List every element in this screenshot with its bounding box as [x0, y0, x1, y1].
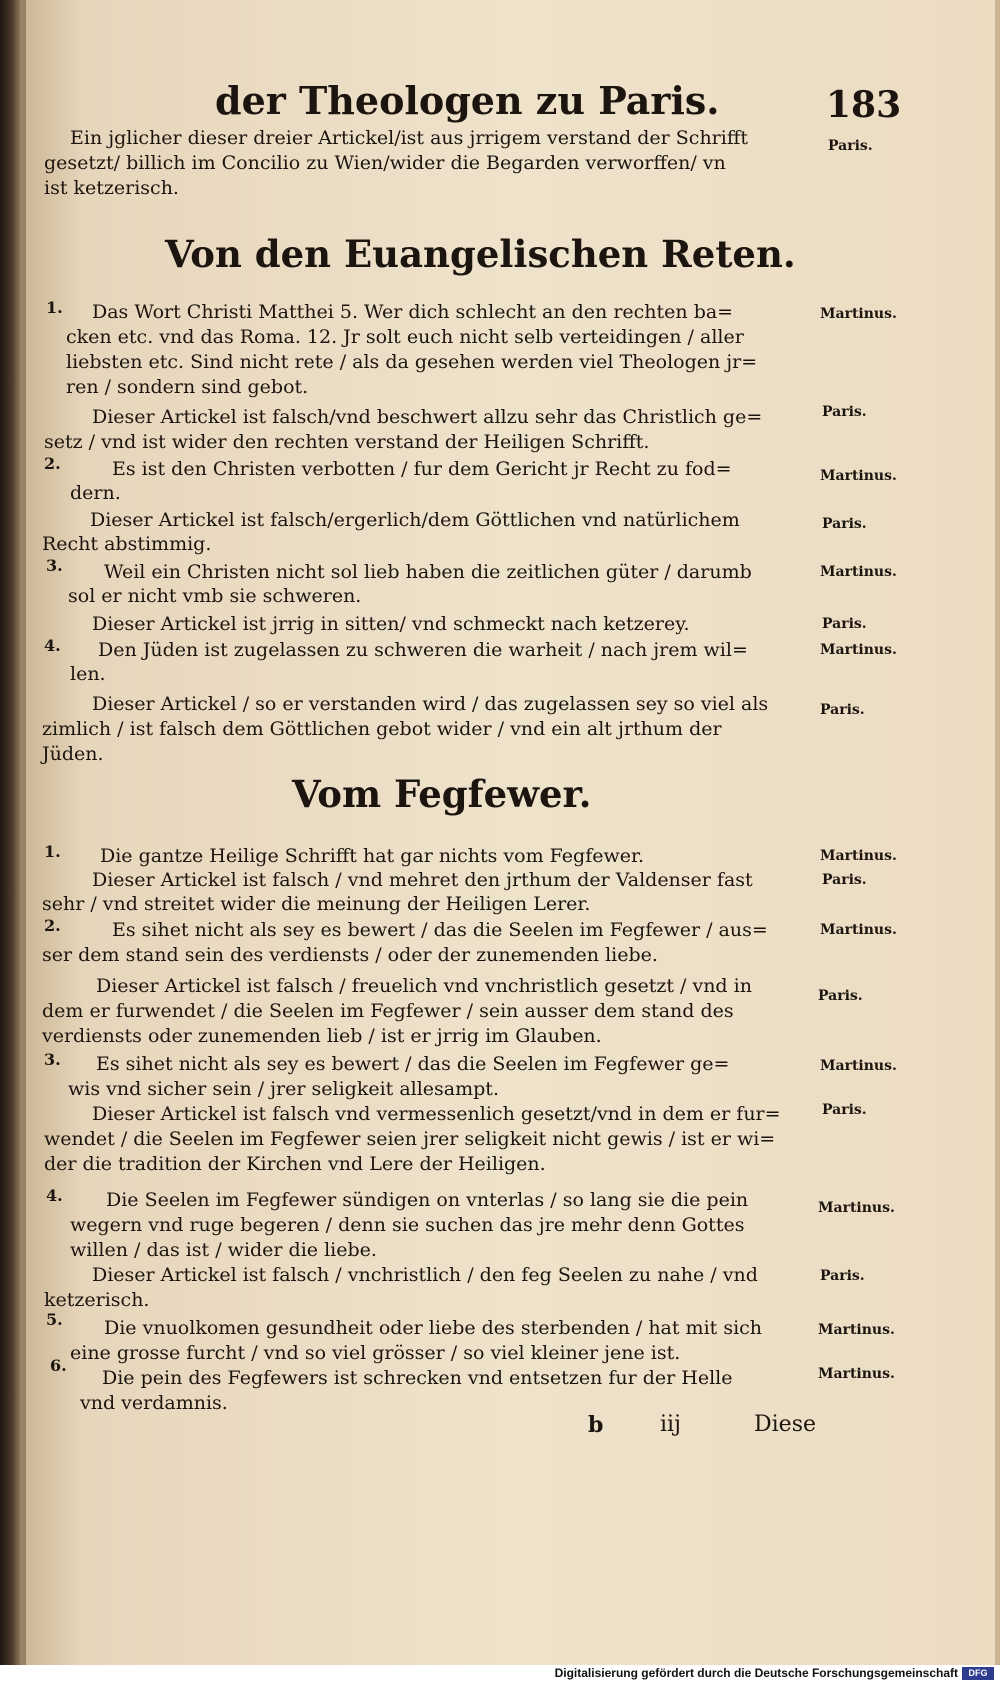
article-number: 4.	[44, 636, 61, 655]
response-line: Recht abstimmig.	[42, 533, 212, 555]
article-line: eine grosse furcht / vnd so viel grösser / so viel kleiner jene ist.	[70, 1342, 681, 1364]
article-line: liebsten etc. Sind nicht rete / als da gesehen werden viel Theologen jr=	[66, 351, 758, 373]
response-line: Dieser Artickel ist falsch vnd vermessenlich gesetzt/vnd in dem er fur=	[92, 1103, 781, 1125]
article-line: Das Wort Christi Mattheі 5. Wer dich schlecht an den rechten ba=	[92, 301, 734, 323]
margin-note-paris: Paris.	[820, 1268, 865, 1284]
intro-line: gesetzt/ billich im Concilio zu Wien/wider die Begarden verworffen/ vn	[44, 152, 726, 174]
article-line: Es sihet nicht als sey es bewert / das die Seelen im Fegfewer / aus=	[112, 919, 768, 941]
article-line: Es sihet nicht als sey es bewert / das die Seelen im Fegfewer ge=	[96, 1053, 730, 1075]
response-line: Dieser Artickel ist falsch/ergerlich/dem Göttlichen vnd natürlichem	[90, 509, 740, 531]
margin-note-martinus: Martinus.	[818, 1322, 895, 1338]
response-line: sehr / vnd streitet wider die meinung der Heiligen Lerer.	[42, 893, 591, 915]
article-line: wis vnd sicher sein / jrer seligkeit allesampt.	[68, 1078, 499, 1100]
margin-note-paris: Paris.	[820, 702, 865, 718]
article-line: Die gantze Heilige Schrifft hat gar nichts vom Fegfewer.	[100, 845, 645, 867]
dfg-logo: DFG	[962, 1667, 994, 1680]
article-line: Weil ein Christen nicht sol lieb haben die zeitlichen güter / darumb	[104, 561, 752, 583]
article-line: Es ist den Christen verbotten / fur dem Gericht jr Recht zu fod=	[112, 458, 732, 480]
article-number: 2.	[44, 454, 61, 473]
margin-note-martinus: Martinus.	[820, 848, 897, 864]
margin-note-paris: Paris.	[818, 988, 863, 1004]
margin-note-paris: Paris.	[822, 1102, 867, 1118]
margin-note-paris: Paris.	[822, 516, 867, 532]
margin-note-martinus: Martinus.	[820, 642, 897, 658]
section-title: Vom Fegfewer.	[292, 772, 592, 816]
digitization-note: Digitalisierung gefördert durch die Deutsche Forschungsgemeinschaft	[554, 1666, 958, 1680]
page-edge	[995, 0, 1000, 1665]
margin-note-martinus: Martinus.	[820, 922, 897, 938]
article-line: willen / das ist / wider die liebe.	[70, 1239, 377, 1261]
article-number: 5.	[46, 1310, 63, 1329]
response-line: Dieser Artickel ist falsch / freuelich vnd vnchristlich gesetzt / vnd in	[96, 975, 752, 997]
response-line: Dieser Artickel ist falsch/vnd beschwert allzu sehr das Christlich ge=	[92, 406, 763, 428]
intro-line: Ein jglicher dieser dreier Artickel/ist aus jrrigem verstand der Schrifft	[70, 127, 748, 149]
response-line: zimlich / ist falsch dem Göttlichen gebot wider / vnd ein alt jrthum der	[42, 718, 722, 740]
margin-note-martinus: Martinus.	[820, 564, 897, 580]
response-line: wendet / die Seelen im Fegfewer seien jrer seligkeit nicht gewis / ist er wi=	[44, 1128, 776, 1150]
running-title: der Theologen zu Paris.	[215, 78, 720, 123]
signature-number: iij	[660, 1412, 681, 1437]
article-line: wegern vnd ruge begeren / denn sie suchen das jre mehr denn Gottes	[70, 1214, 745, 1236]
article-number: 6.	[50, 1356, 67, 1375]
article-number: 3.	[44, 1050, 61, 1069]
signature-mark: b	[588, 1412, 604, 1438]
margin-note-paris: Paris.	[822, 404, 867, 420]
response-line: Dieser Artickel / so er verstanden wird / das zugelassen sey so viel als	[92, 693, 769, 715]
response-line: Jüden.	[42, 743, 104, 765]
binding-gutter	[0, 0, 20, 1682]
article-number: 1.	[46, 298, 63, 317]
response-line: der die tradition der Kirchen vnd Lere der Heiligen.	[44, 1153, 546, 1175]
article-line: Den Jüden ist zugelassen zu schweren die warheit / nach jrem wil=	[98, 639, 748, 661]
article-line: ren / sondern sind gebot.	[66, 376, 309, 398]
response-line: dem er furwendet / die Seelen im Fegfewer / sein ausser dem stand des	[42, 1000, 734, 1022]
article-number: 1.	[44, 842, 61, 861]
margin-note-martinus: Martinus.	[820, 468, 897, 484]
article-line: Die Seelen im Fegfewer sündigen on vnterlas / so lang sie die pein	[106, 1189, 749, 1211]
response-line: Dieser Artickel ist falsch / vnchristlich / den feg Seelen zu nahe / vnd	[92, 1264, 758, 1286]
article-number: 3.	[46, 556, 63, 575]
article-line: len.	[70, 663, 106, 685]
article-line: Die vnuolkomen gesundheit oder liebe des sterbenden / hat mit sich	[104, 1317, 763, 1339]
response-line: ketzerisch.	[44, 1289, 150, 1311]
margin-note-paris: Paris.	[822, 872, 867, 888]
page-number: 183	[826, 84, 902, 126]
catchword: Diese	[754, 1412, 817, 1437]
section-title: Von den Euangelischen Reten.	[165, 232, 796, 276]
article-line: sol er nicht vmb sie schweren.	[68, 585, 362, 607]
margin-note-martinus: Martinus.	[818, 1366, 895, 1382]
article-number: 2.	[44, 916, 61, 935]
margin-note-paris: Paris.	[828, 138, 873, 154]
margin-note-martinus: Martinus.	[820, 1058, 897, 1074]
article-line: dern.	[70, 482, 121, 504]
margin-note-paris: Paris.	[822, 616, 867, 632]
article-line: ser dem stand sein des verdiensts / oder der zunemenden liebe.	[42, 944, 658, 966]
margin-note-martinus: Martinus.	[818, 1200, 895, 1216]
response-line: setz / vnd ist wider den rechten verstand der Heiligen Schrifft.	[44, 431, 650, 453]
response-line: Dieser Artickel ist jrrig in sitten/ vnd schmeckt nach ketzerey.	[92, 613, 690, 635]
intro-line: ist ketzerisch.	[44, 177, 179, 199]
article-line: vnd verdamnis.	[80, 1392, 228, 1414]
response-line: Dieser Artickel ist falsch / vnd mehret den jrthum der Valdenser fast	[92, 869, 753, 891]
response-line: verdiensts oder zunemenden lieb / ist er jrrig im Glauben.	[42, 1025, 602, 1047]
margin-note-martinus: Martinus.	[820, 306, 897, 322]
article-line: cken etc. vnd das Roma. 12. Jr solt euch nicht selb verteidingen / aller	[66, 326, 744, 348]
article-number: 4.	[46, 1186, 63, 1205]
article-line: Die pein des Fegfewers ist schrecken vnd entsetzen fur der Helle	[102, 1367, 733, 1389]
